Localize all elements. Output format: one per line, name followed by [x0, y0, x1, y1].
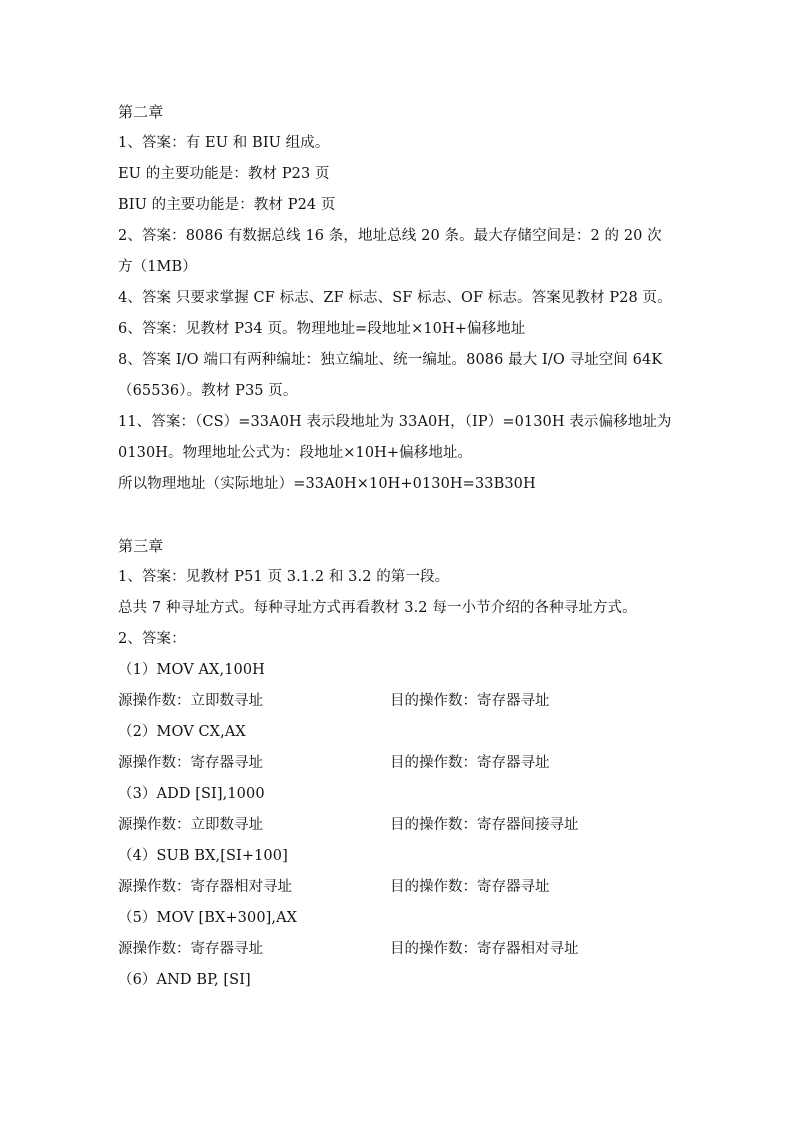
answer-line: EU 的主要功能是：教材 P23 页 — [118, 166, 330, 182]
destination-operand: 目的操作数：寄存器间接寻址 — [390, 817, 579, 833]
answer-line: 11、答案：（CS）=33A0H 表示段地址为 33A0H，（IP）=0130H 表示偏移地址为 — [118, 414, 672, 430]
instruction-line: （3）ADD [SI],1000 — [118, 786, 265, 802]
answer-line: 总共 7 种寻址方式。每种寻址方式再看教材 3.2 每一小节介绍的各种寻址方式。 — [118, 600, 637, 616]
answer-line: 2、答案： — [118, 631, 186, 647]
destination-operand: 目的操作数：寄存器寻址 — [390, 879, 550, 895]
instruction-line: （5）MOV [BX+300],AX — [118, 910, 298, 926]
source-operand: 源操作数：立即数寻址 — [118, 693, 263, 709]
document-page — [118, 97, 698, 996]
destination-operand: 目的操作数：寄存器相对寻址 — [390, 941, 579, 957]
answer-line: 8、答案 I/O 端口有两种编址：独立编址、统一编址。8086 最大 I/O 寻址空间 64K — [118, 352, 663, 368]
answer-line: 6、答案：见教材 P34 页。物理地址=段地址×10H+偏移地址 — [118, 321, 526, 337]
answer-line: 2、答案：8086 有数据总线 16 条，地址总线 20 条。最大存储空间是：2 的 20 次 — [118, 228, 662, 244]
operand-row — [118, 748, 698, 779]
answer-line: BIU 的主要功能是：教材 P24 页 — [118, 197, 336, 213]
destination-operand: 目的操作数：寄存器寻址 — [390, 693, 550, 709]
section-gap — [118, 500, 698, 531]
source-operand: 源操作数：寄存器寻址 — [118, 941, 263, 957]
source-operand: 源操作数：寄存器相对寻址 — [118, 879, 292, 895]
answer-line: 所以物理地址（实际地址）=33A0H×10H+0130H=33B30H — [118, 476, 536, 492]
source-operand: 源操作数：立即数寻址 — [118, 817, 263, 833]
instruction-line: （1）MOV AX,100H — [118, 662, 265, 678]
destination-operand: 目的操作数：寄存器寻址 — [390, 755, 550, 771]
source-operand: 源操作数：寄存器寻址 — [118, 755, 263, 771]
operand-row — [118, 686, 698, 717]
operand-row — [118, 934, 698, 965]
instruction-line: （2）MOV CX,AX — [118, 724, 246, 740]
answer-line: 1、答案：有 EU 和 BIU 组成。 — [118, 135, 330, 151]
answer-line: 1、答案：见教材 P51 页 3.1.2 和 3.2 的第一段。 — [118, 569, 450, 585]
chapter-2-heading: 第二章 — [118, 103, 164, 121]
instruction-line: （4）SUB BX,[SI+100] — [118, 848, 288, 864]
chapter-3-heading: 第三章 — [118, 537, 164, 555]
operand-row — [118, 872, 698, 903]
instruction-line: （6）AND BP, [SI] — [118, 972, 251, 988]
answer-line: 4、答案 只要求掌握 CF 标志、ZF 标志、SF 标志、OF 标志。答案见教材 P28 页。 — [118, 290, 672, 306]
answer-line: （65536）。教材 P35 页。 — [118, 383, 298, 399]
answer-line: 方（1MB） — [118, 259, 197, 275]
operand-row — [118, 810, 698, 841]
answer-line: 0130H。物理地址公式为：段地址×10H+偏移地址。 — [118, 445, 473, 461]
